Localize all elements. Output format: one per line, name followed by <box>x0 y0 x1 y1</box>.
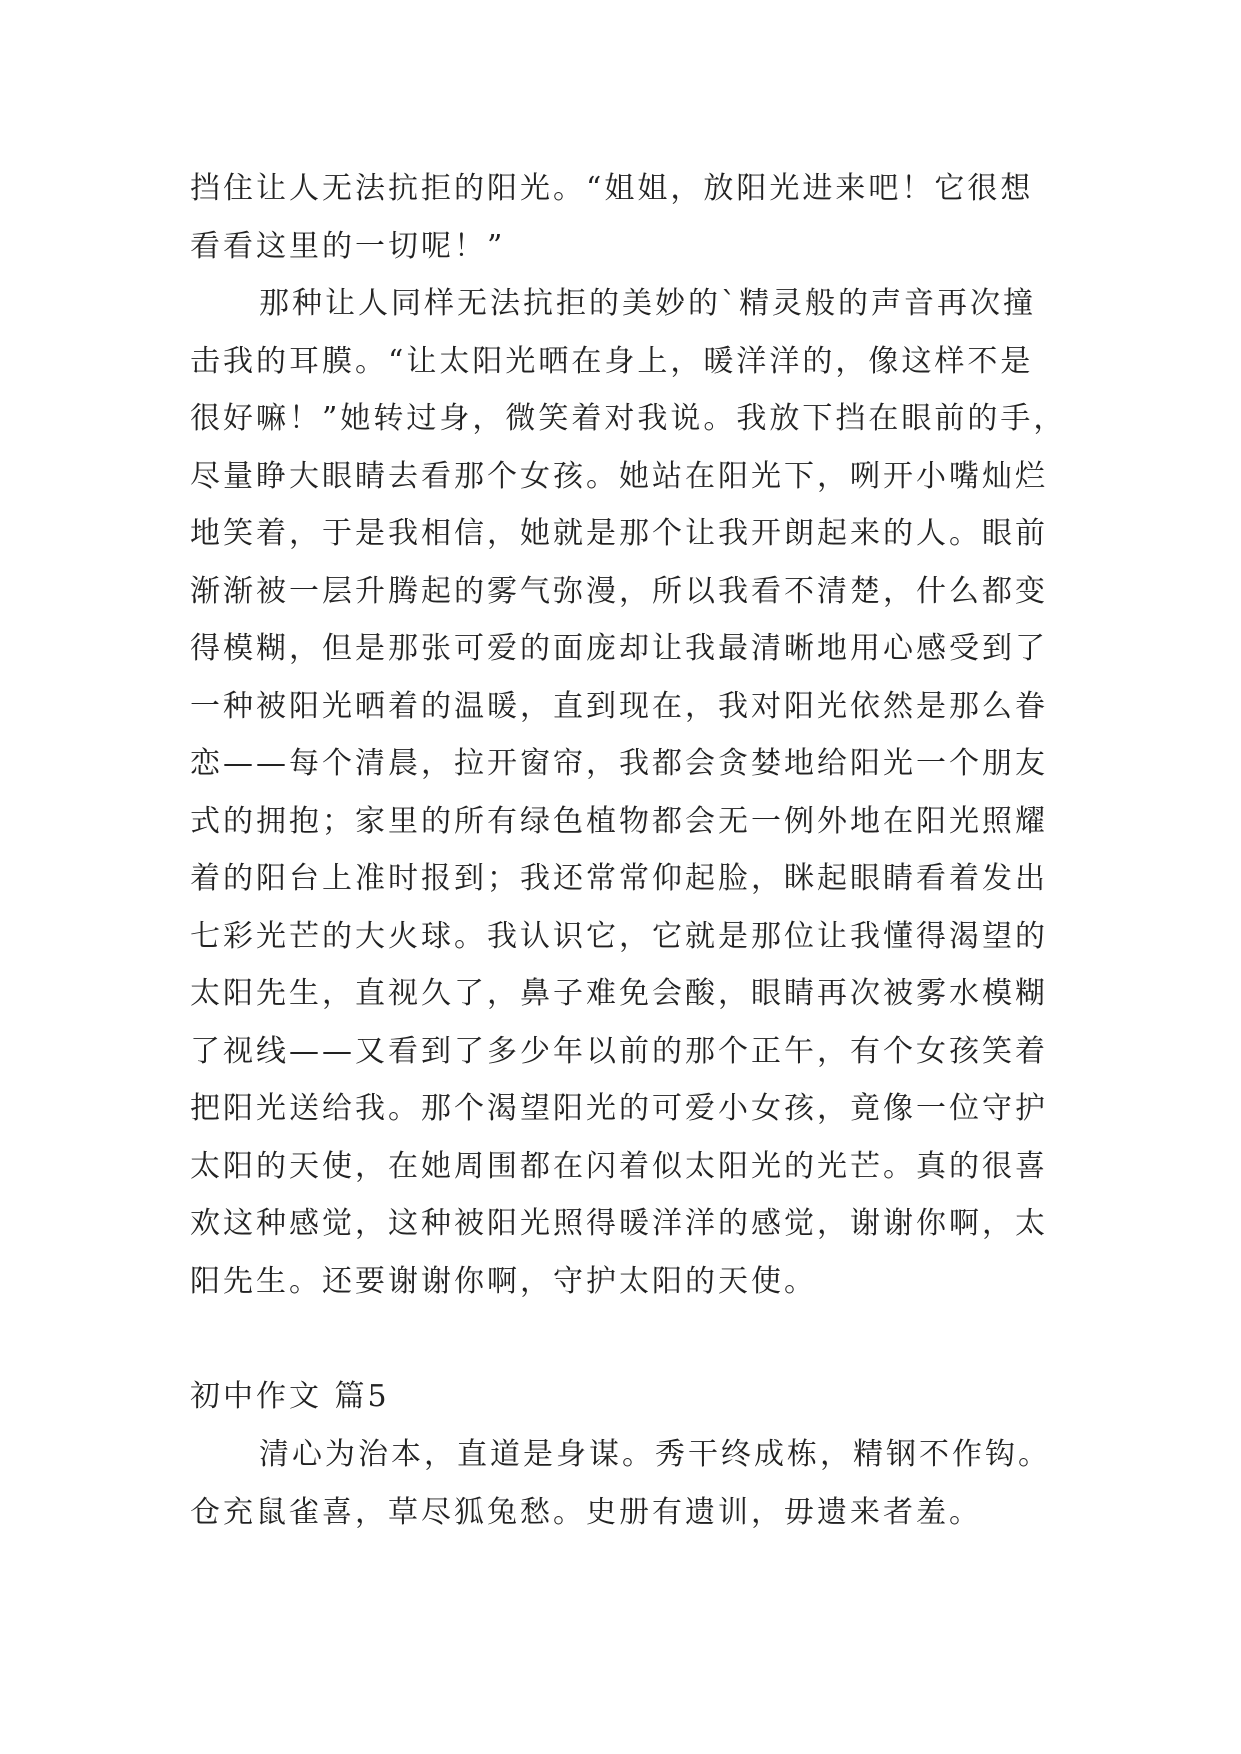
passage-line: 那种让人同样无法抗拒的美妙的`精灵般的声音再次撞 <box>259 286 1036 321</box>
passage-line: 着的阳台上准时报到；我还常常仰起脸，眯起眼睛看着发出 <box>190 861 1048 896</box>
passage-line: 了视线——又看到了多少年以前的那个正午，有个女孩笑着 <box>190 1033 1048 1069</box>
passage-line: 太阳的天使，在她周围都在闪着似太阳光的光芒。真的很喜 <box>190 1148 1048 1184</box>
passage-line: 阳先生。还要谢谢你啊，守护太阳的天使。 <box>190 1263 817 1299</box>
passage-line: 挡住让人无法抗拒的阳光。“姐姐，放阳光进来吧！它很想 <box>190 171 1034 206</box>
passage-line: 击我的耳膜。“让太阳光晒在身上，暖洋洋的，像这样不是 <box>190 343 1034 379</box>
poem-line: 清心为治本，直道是身谋。秀干终成栋，精钢不作钩。 <box>259 1437 1051 1472</box>
passage-line: 得模糊，但是那张可爱的面庞却让我最清晰地用心感受到了 <box>190 631 1048 666</box>
passage-text <box>190 160 1070 1310</box>
passage-line: 太阳先生，直视久了，鼻子难免会酸，眼睛再次被雾水模糊 <box>190 976 1048 1011</box>
passage-line: 恋——每个清晨，拉开窗帘，我都会贪婪地给阳光一个朋友 <box>190 746 1048 781</box>
passage-line: 尽量睁大眼睛去看那个女孩。她站在阳光下，咧开小嘴灿烂 <box>190 458 1048 494</box>
poem-line: 仓充鼠雀喜，草尽狐兔愁。史册有遗训，毋遗来者羞。 <box>190 1494 982 1530</box>
passage-line: 地笑着，于是我相信，她就是那个让我开朗起来的人。眼前 <box>190 516 1048 551</box>
passage-line: 把阳光送给我。那个渴望阳光的可爱小女孩，竟像一位守护 <box>190 1091 1048 1126</box>
poem-text <box>190 1426 1070 1541</box>
passage-line: 看看这里的一切呢！” <box>190 228 506 264</box>
passage-line: 欢这种感觉，这种被阳光照得暖洋洋的感觉，谢谢你啊，太 <box>190 1206 1048 1241</box>
passage-line: 一种被阳光晒着的温暖，直到现在，我对阳光依然是那么眷 <box>190 688 1048 724</box>
passage-line: 七彩光芒的大火球。我认识它，它就是那位让我懂得渴望的 <box>190 918 1048 954</box>
passage-line: 渐渐被一层升腾起的雾气弥漫，所以我看不清楚，什么都变 <box>190 573 1048 609</box>
section-heading: 初中作文 篇5 <box>190 1379 390 1414</box>
passage-line: 式的拥抱；家里的所有绿色植物都会无一例外地在阳光照耀 <box>190 803 1048 839</box>
passage-line: 很好嘛！”她转过身，微笑着对我说。我放下挡在眼前的手， <box>190 401 1067 436</box>
